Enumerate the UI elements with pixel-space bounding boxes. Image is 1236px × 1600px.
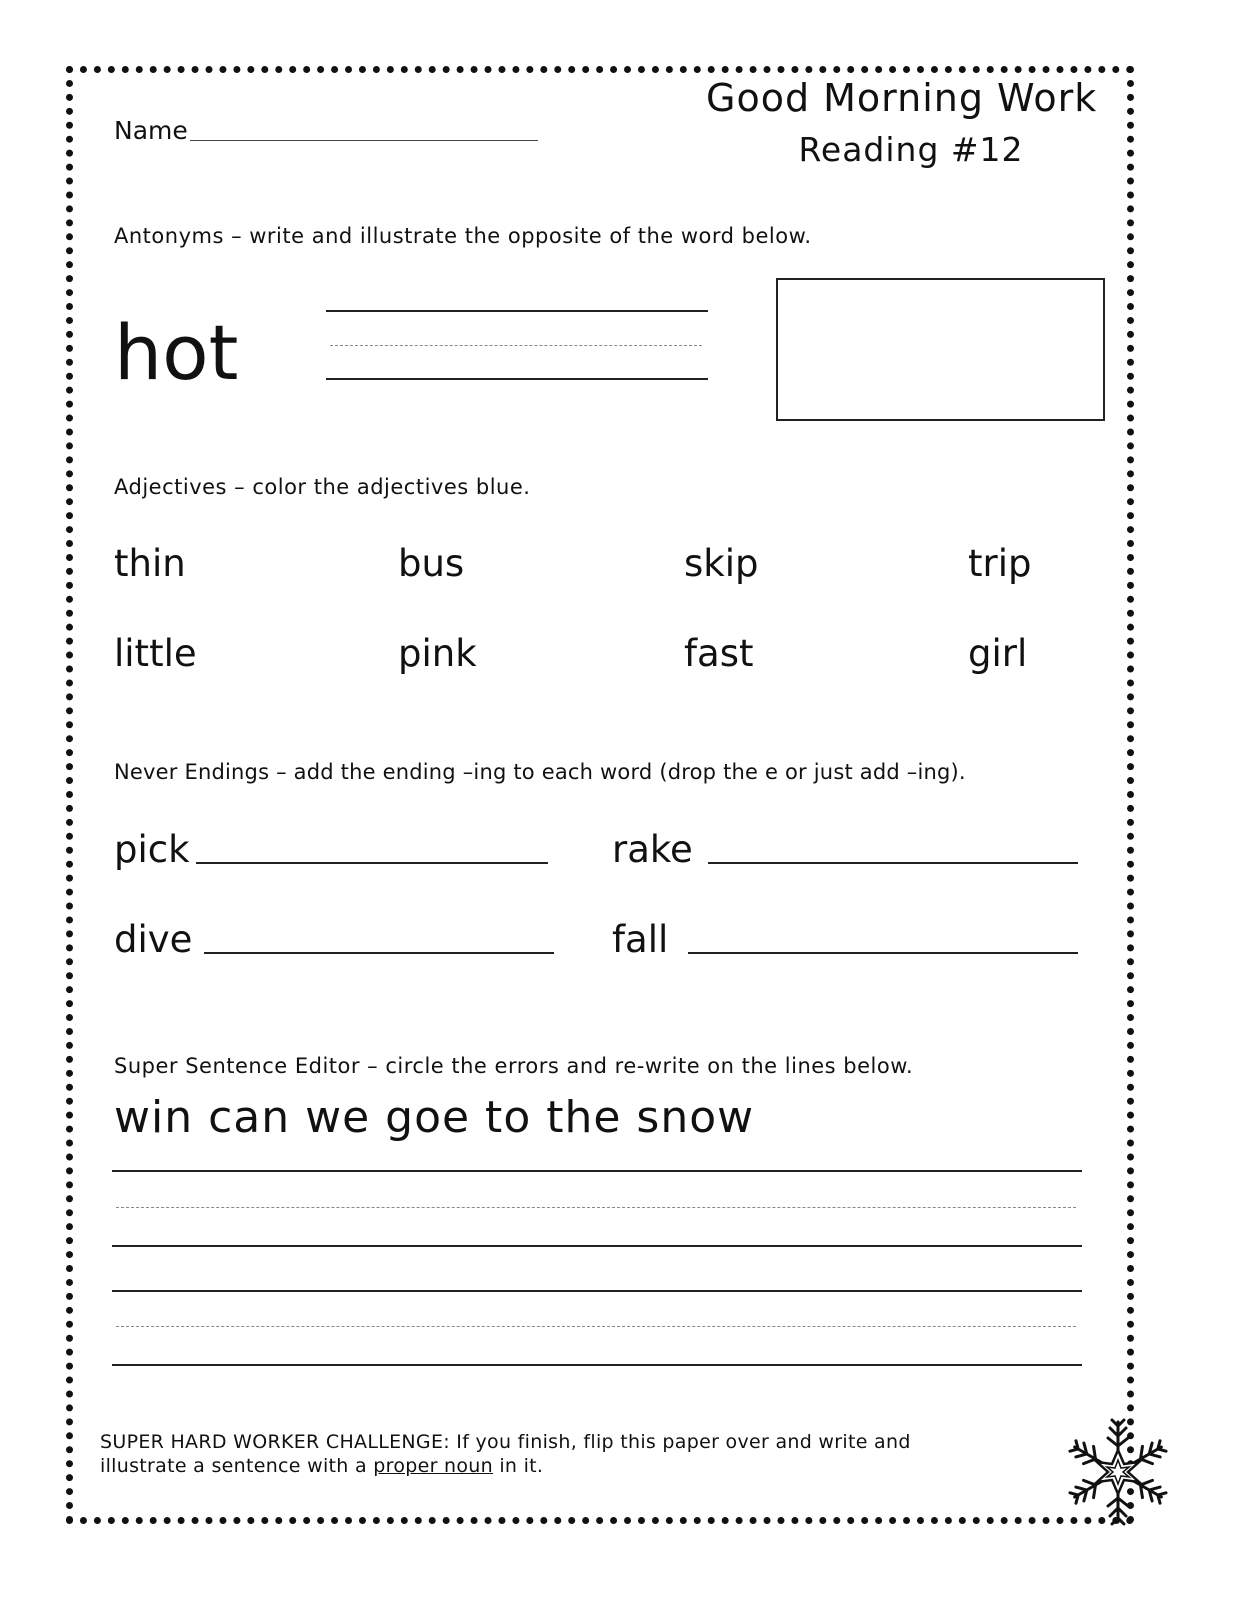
worksheet-subtitle: Reading #12 (798, 130, 1024, 169)
name-field[interactable] (190, 140, 538, 141)
adjective-word[interactable]: fast (684, 632, 754, 675)
challenge-text-end: in it. (493, 1455, 544, 1477)
endings-instruction: Never Endings – add the ending –ing to each word (drop the e or just add –ing). (114, 760, 966, 784)
adjective-word[interactable]: trip (968, 542, 1032, 585)
adjective-word[interactable]: skip (684, 542, 759, 585)
adjective-word[interactable]: pink (398, 632, 477, 675)
rewrite-guide-line (116, 1326, 1076, 1327)
snowflake-icon (1060, 1414, 1176, 1530)
editor-instruction: Super Sentence Editor – circle the errors and re-write on the lines below. (114, 1054, 914, 1078)
antonym-write-line-top[interactable] (326, 310, 708, 312)
ending-answer-line[interactable] (196, 862, 548, 864)
ending-answer-line[interactable] (688, 952, 1078, 954)
ending-word: dive (114, 918, 193, 961)
rewrite-line[interactable] (112, 1170, 1082, 1172)
adjective-word[interactable]: thin (114, 542, 186, 585)
ending-answer-line[interactable] (204, 952, 554, 954)
adjective-word[interactable]: bus (398, 542, 465, 585)
illustration-box[interactable] (776, 278, 1105, 421)
adjectives-instruction: Adjectives – color the adjectives blue. (114, 475, 531, 499)
name-label: Name (114, 116, 188, 145)
antonym-write-line-bottom[interactable] (326, 378, 708, 380)
challenge-text-start: SUPER HARD WORKER CHALLENGE: If you finish, flip this paper over and write and illustrate a sentence with a (100, 1431, 911, 1477)
challenge-text (100, 1430, 980, 1478)
challenge-underlined-term: proper noun (373, 1455, 493, 1477)
rewrite-line[interactable] (112, 1290, 1082, 1292)
ending-word: pick (114, 828, 190, 871)
ending-answer-line[interactable] (708, 862, 1078, 864)
rewrite-line[interactable] (112, 1245, 1082, 1247)
ending-word: fall (612, 918, 669, 961)
antonym-guide-line (330, 345, 702, 346)
antonym-prompt-word: hot (114, 308, 239, 397)
worksheet-title: Good Morning Work (706, 76, 1098, 120)
antonyms-instruction: Antonyms – write and illustrate the opposite of the word below. (114, 224, 812, 248)
rewrite-guide-line (116, 1207, 1076, 1208)
adjective-word[interactable]: girl (968, 632, 1028, 675)
editor-sentence[interactable]: win can we goe to the snow (114, 1092, 755, 1143)
rewrite-line[interactable] (112, 1364, 1082, 1366)
adjective-word[interactable]: little (114, 632, 197, 675)
ending-word: rake (612, 828, 693, 871)
